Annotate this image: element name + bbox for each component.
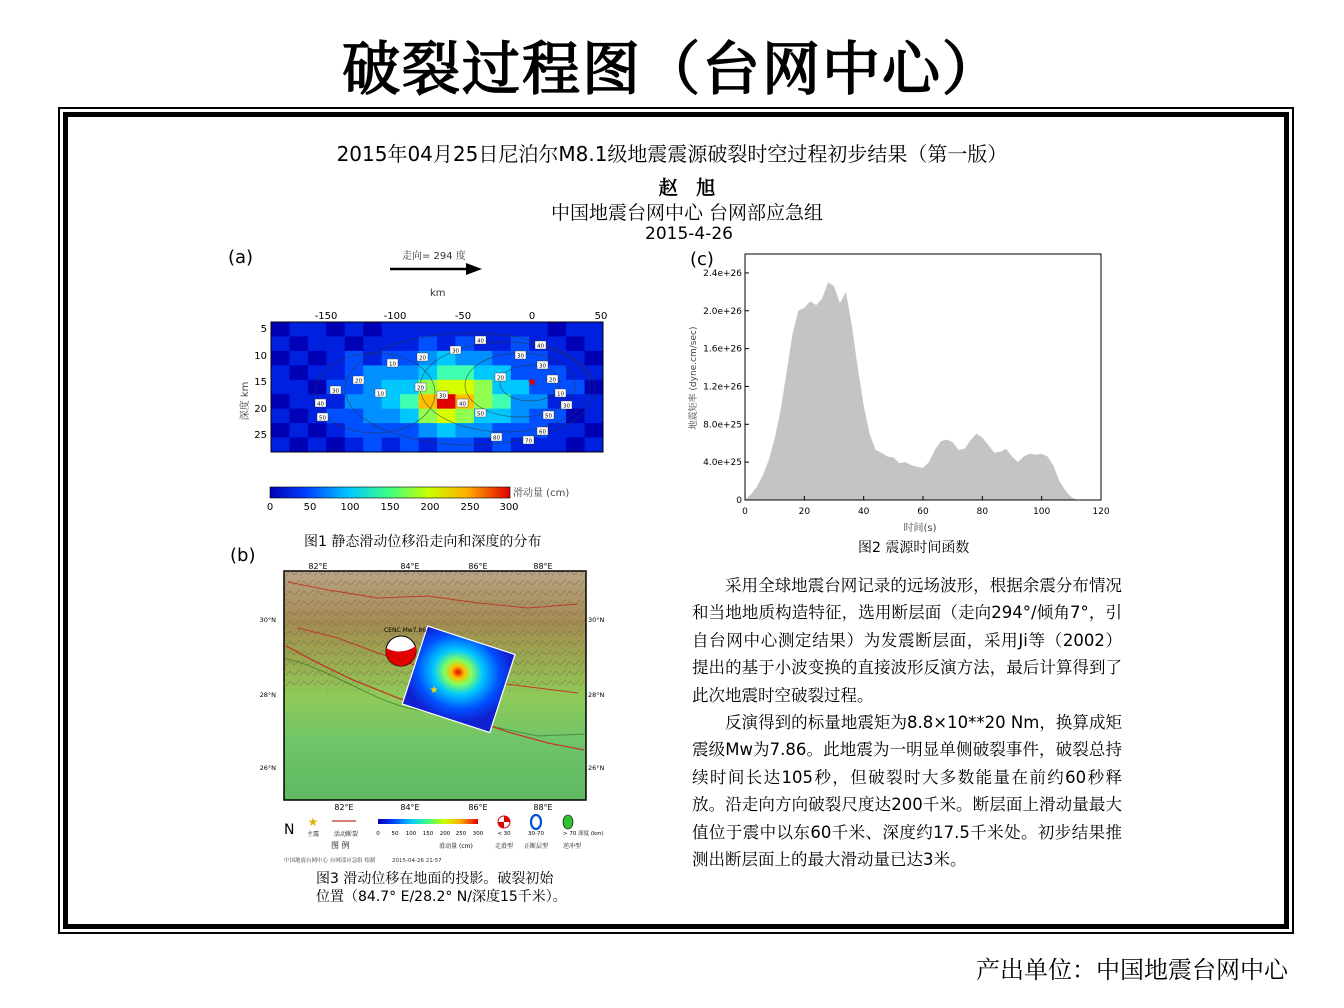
slip-cell [326, 438, 345, 453]
x-unit-label: km [430, 288, 446, 299]
legend-item: 活动断裂 [333, 831, 359, 838]
report-author: 赵 旭 [658, 177, 722, 199]
slip-cell [271, 423, 290, 438]
colorbar-label: 滑动量 (cm) [513, 488, 570, 499]
stf-x-axis-label: 时间(s) [903, 523, 937, 534]
legend-item: 正断层型 [523, 843, 549, 850]
strike-arrow [388, 248, 488, 280]
normal-fault-icon [531, 815, 541, 829]
focal-mechanism-beachball [386, 636, 416, 666]
y-tick: 25 [254, 430, 267, 441]
depth-label: 30-70 [528, 831, 544, 837]
stf-y-tick: 8.0e+25 [703, 420, 742, 431]
slip-cell [492, 351, 511, 366]
slip-cell [548, 438, 567, 453]
slip-cell [566, 423, 585, 438]
map-credit-date: 2015-04-26 21:57 [392, 858, 442, 864]
slip-cell [566, 438, 585, 453]
slip-cell [511, 322, 530, 337]
stf-x-tick: 80 [976, 507, 989, 517]
slip-cell [400, 336, 419, 351]
slip-cell [345, 438, 364, 453]
slip-cell [363, 423, 382, 438]
slip-cell [345, 336, 364, 351]
contour-label: 20 [497, 375, 504, 382]
x-tick: -100 [383, 311, 407, 322]
contour-label: 50 [319, 415, 326, 422]
page-title: 破裂过程图（台网中心） [341, 35, 1002, 103]
contour-label: 10 [389, 361, 396, 368]
contour-label: 20 [549, 377, 556, 384]
depth-label: < 30 [497, 831, 511, 837]
slip-colorbar [266, 484, 586, 516]
contour-label: 30 [439, 393, 446, 400]
lon-tick: 84°E [400, 803, 420, 812]
slip-cell [492, 380, 511, 395]
stf-x-tick: 120 [1092, 507, 1110, 517]
lat-tick: 26°N [259, 764, 276, 772]
y-tick: 10 [254, 351, 267, 362]
contour-label: 40 [459, 401, 466, 408]
legend-scale: 150 [422, 831, 434, 837]
slip-cell [474, 394, 493, 409]
slip-cell [455, 365, 474, 380]
slip-cell [419, 409, 438, 424]
slip-cell [566, 409, 585, 424]
analysis-paragraph-1: 采用全球地震台网记录的远场波形，根据余震分布情况和当地地质构造特征，选用断层面（走向294°/倾角7°，引自台网中心测定结果）为发震断层面，采用Ji等（2002）提出的基于小波变换的直接波形反演方法，最后计算得到了此次地震时空破裂过程。 [692, 576, 1122, 705]
contour-label: 30 [452, 348, 459, 355]
stf-y-tick: 2.4e+26 [703, 268, 742, 279]
slip-cell [289, 322, 308, 337]
slip-cell [400, 423, 419, 438]
contour-label: 70 [525, 438, 532, 445]
legend-scale: 200 [439, 831, 451, 837]
slip-cell [382, 423, 401, 438]
slip-cell [326, 394, 345, 409]
slip-cell [326, 423, 345, 438]
slip-cell [419, 438, 438, 453]
nepal-slip-projection-map [258, 558, 618, 868]
slip-cell [326, 351, 345, 366]
slip-cell [492, 394, 511, 409]
slip-cell [289, 336, 308, 351]
colorbar-tick: 200 [420, 502, 440, 513]
lon-tick: 88°E [533, 562, 553, 571]
contour-label: 30 [563, 403, 570, 410]
slip-cell [289, 351, 308, 366]
slip-cell [474, 380, 493, 395]
slip-cell [271, 351, 290, 366]
slip-cell [382, 336, 401, 351]
slip-cell [566, 351, 585, 366]
slip-cell [363, 336, 382, 351]
legend-colorbar [378, 819, 478, 824]
legend-scale: 50 [391, 831, 399, 837]
report-organization: 中国地震台网中心 台网部应急组 [550, 202, 824, 224]
slip-cell [363, 365, 382, 380]
slip-cell [474, 365, 493, 380]
lat-tick: 28°N [259, 691, 276, 699]
slip-cell [382, 365, 401, 380]
figure-a-label: (a) [228, 247, 254, 268]
y-tick: 5 [260, 324, 267, 335]
slip-cell [437, 423, 456, 438]
slip-cell [271, 380, 290, 395]
slip-cell [474, 322, 493, 337]
slip-cell [529, 322, 548, 337]
depth-label: > 70 深度 (km) [563, 831, 604, 837]
slip-cell [363, 322, 382, 337]
slip-cell [400, 409, 419, 424]
colorbar-gradient [270, 487, 510, 498]
slip-cell [289, 394, 308, 409]
colorbar-tick: 300 [499, 502, 519, 513]
map-legend [284, 815, 604, 850]
slip-cell [437, 438, 456, 453]
north-arrow-icon: N [284, 822, 295, 838]
contour-label: 10 [557, 391, 564, 398]
legend-scale: 100 [405, 831, 417, 837]
legend-scale: 250 [455, 831, 467, 837]
slip-cell [308, 322, 327, 337]
slip-cell [326, 322, 345, 337]
slip-cell [289, 365, 308, 380]
epicenter-star-icon: ★ [429, 685, 439, 696]
contour-label: 20 [419, 355, 426, 362]
x-tick-labels [315, 311, 608, 322]
stf-x-tick: 100 [1033, 507, 1051, 517]
slip-distribution-map [230, 305, 620, 465]
slip-cell [585, 365, 604, 380]
figure-b-caption-line2: 位置（84.7° E/28.2° N/深度15千米）。 [316, 889, 567, 905]
contour-label: 50 [477, 411, 484, 418]
slip-cell [566, 322, 585, 337]
slip-cell [289, 409, 308, 424]
contour-label: 40 [317, 401, 324, 408]
mainshock-star-icon: ★ [307, 815, 319, 829]
stf-y-tick: 1.2e+26 [703, 382, 742, 393]
colorbar-tick: 150 [380, 502, 400, 513]
analysis-text [692, 572, 1122, 873]
contour-label: 30 [517, 353, 524, 360]
slip-cell [289, 380, 308, 395]
slip-cell [308, 438, 327, 453]
slip-cell [419, 423, 438, 438]
contour-label: 80 [493, 435, 500, 442]
stf-y-tick: 2.0e+26 [703, 306, 742, 317]
slip-cell [308, 423, 327, 438]
legend-item: 逆冲型 [562, 843, 582, 850]
slip-cell [566, 336, 585, 351]
slip-cell [271, 336, 290, 351]
colorbar-tick: 250 [460, 502, 480, 513]
slip-cell [437, 365, 456, 380]
figure-c-caption: 图2 震源时间函数 [858, 540, 970, 556]
hypocenter-star-icon: ★ [526, 375, 538, 389]
slip-cell [308, 365, 327, 380]
report-title: 2015年04月25日尼泊尔M8.1级地震震源破裂时空过程初步结果（第一版） [336, 142, 1008, 166]
slip-cell [289, 423, 308, 438]
slip-cell [585, 409, 604, 424]
slip-cell [363, 409, 382, 424]
legend-scale: 0 [376, 831, 380, 837]
slip-cell [271, 409, 290, 424]
report-date: 2015-4-26 [645, 224, 733, 244]
stf-area [745, 282, 1077, 500]
y-tick: 20 [254, 404, 267, 415]
lat-tick: 26°N [588, 764, 605, 772]
stf-x-tick: 40 [857, 507, 870, 517]
colorbar-tick: 100 [340, 502, 360, 513]
legend-item: 走滑型 [494, 843, 514, 850]
legend-title: 图 例 [331, 841, 350, 850]
slip-cell [455, 409, 474, 424]
source-time-function-chart [680, 248, 1120, 538]
lat-tick: 30°N [588, 616, 605, 624]
colorbar-tick: 0 [266, 502, 274, 513]
slip-cell [289, 438, 308, 453]
stf-x-tick: 0 [742, 507, 748, 517]
contour-label: 10 [377, 391, 384, 398]
lon-tick: 84°E [400, 562, 420, 571]
slip-cell [345, 351, 364, 366]
slip-cell [271, 438, 290, 453]
contour-label: 40 [477, 338, 484, 345]
x-tick: 50 [594, 311, 608, 322]
slip-cell [585, 322, 604, 337]
legend-item: 滑动量 (cm) [439, 843, 473, 850]
slip-cell [566, 380, 585, 395]
slip-cell [382, 322, 401, 337]
slip-cell [585, 423, 604, 438]
stf-y-axis-label: 地震矩率 (dyne.cm/sec) [689, 326, 699, 430]
slip-cell [345, 322, 364, 337]
contour-label: 60 [539, 429, 546, 436]
stf-y-tick: 1.6e+26 [703, 344, 742, 355]
slip-cell [345, 394, 364, 409]
slip-cell [400, 365, 419, 380]
stf-x-tick: 20 [798, 507, 811, 517]
slip-cell [511, 394, 530, 409]
lat-tick: 28°N [588, 691, 605, 699]
slip-cell [455, 322, 474, 337]
contour-label: 30 [332, 388, 339, 395]
slip-cell [400, 322, 419, 337]
stf-plot-area [703, 254, 1110, 517]
contour-label: 40 [537, 343, 544, 350]
lat-tick: 30°N [259, 616, 276, 624]
legend-scale: 300 [472, 831, 484, 837]
contour-label: 20 [355, 378, 362, 385]
slip-cell [400, 394, 419, 409]
lon-tick: 82°E [308, 562, 328, 571]
slip-cell [455, 423, 474, 438]
analysis-paragraph-2: 反演得到的标量地震矩为8.8×10**20 Nm，换算成矩震级Mw为7.86。此地震为一明显单侧破裂事件，破裂总持续时间长达105秒，但破裂时大多数能量在前约60秒释放。沿走向方向破裂尺度达200千米。断层面上滑动量最大值位于震中以东60千米、深度约17.5千米处。初步结果推测出断层面上的最大滑动量已达3米。 [692, 713, 1122, 870]
footer-producer: 产出单位：中国地震台网中心 [976, 956, 1288, 984]
legend-item: 主震 [306, 831, 320, 838]
slip-cell [382, 438, 401, 453]
slip-cell [585, 336, 604, 351]
contour-label: 30 [539, 363, 546, 370]
lon-tick: 86°E [468, 803, 488, 812]
y-tick: 15 [254, 377, 267, 388]
slip-cell [585, 438, 604, 453]
slip-cell [308, 351, 327, 366]
x-tick: 0 [528, 311, 536, 322]
slip-cell [419, 336, 438, 351]
event-label: CENC Mw7.86 [384, 627, 427, 634]
slip-cell [529, 394, 548, 409]
contour-label: 50 [545, 413, 552, 420]
stf-x-tick: 60 [917, 507, 929, 517]
lon-tick: 88°E [533, 803, 553, 812]
figure-b-label: (b) [230, 545, 256, 566]
figure-b-caption-line1: 图3 滑动位移在地面的投影。破裂初始 [316, 871, 554, 887]
slip-cell [271, 394, 290, 409]
lon-tick: 86°E [468, 562, 488, 571]
slip-cell [271, 322, 290, 337]
slip-cell [271, 365, 290, 380]
colorbar-tick: 50 [303, 502, 317, 513]
lon-tick: 82°E [334, 803, 354, 812]
slip-cell [585, 351, 604, 366]
strike-label: 走向= 294 度 [402, 251, 466, 262]
figure-c-label: (c) [690, 249, 714, 270]
stf-y-tick: 4.0e+25 [703, 458, 742, 469]
slip-cell [511, 409, 530, 424]
x-tick: -150 [314, 311, 338, 322]
stf-y-tick: 0 [736, 496, 742, 506]
slip-cell [419, 322, 438, 337]
contour-label: 20 [417, 385, 424, 392]
slip-cell [382, 409, 401, 424]
map-credit: 中国地震台网中心 台网部应急组 绘制 [284, 858, 376, 864]
figure-a-caption: 图1 静态滑动位移沿走向和深度的分布 [304, 534, 542, 550]
slip-cell [548, 322, 567, 337]
slip-cell [363, 438, 382, 453]
y-tick-labels [254, 324, 267, 441]
slip-cell [308, 336, 327, 351]
slip-cell [326, 336, 345, 351]
slip-cell [492, 336, 511, 351]
slip-cell [326, 409, 345, 424]
thrust-fault-icon [563, 815, 573, 829]
slip-grid [271, 322, 604, 453]
x-tick: -50 [454, 311, 472, 322]
y-axis-label: 深度 km [240, 381, 251, 421]
